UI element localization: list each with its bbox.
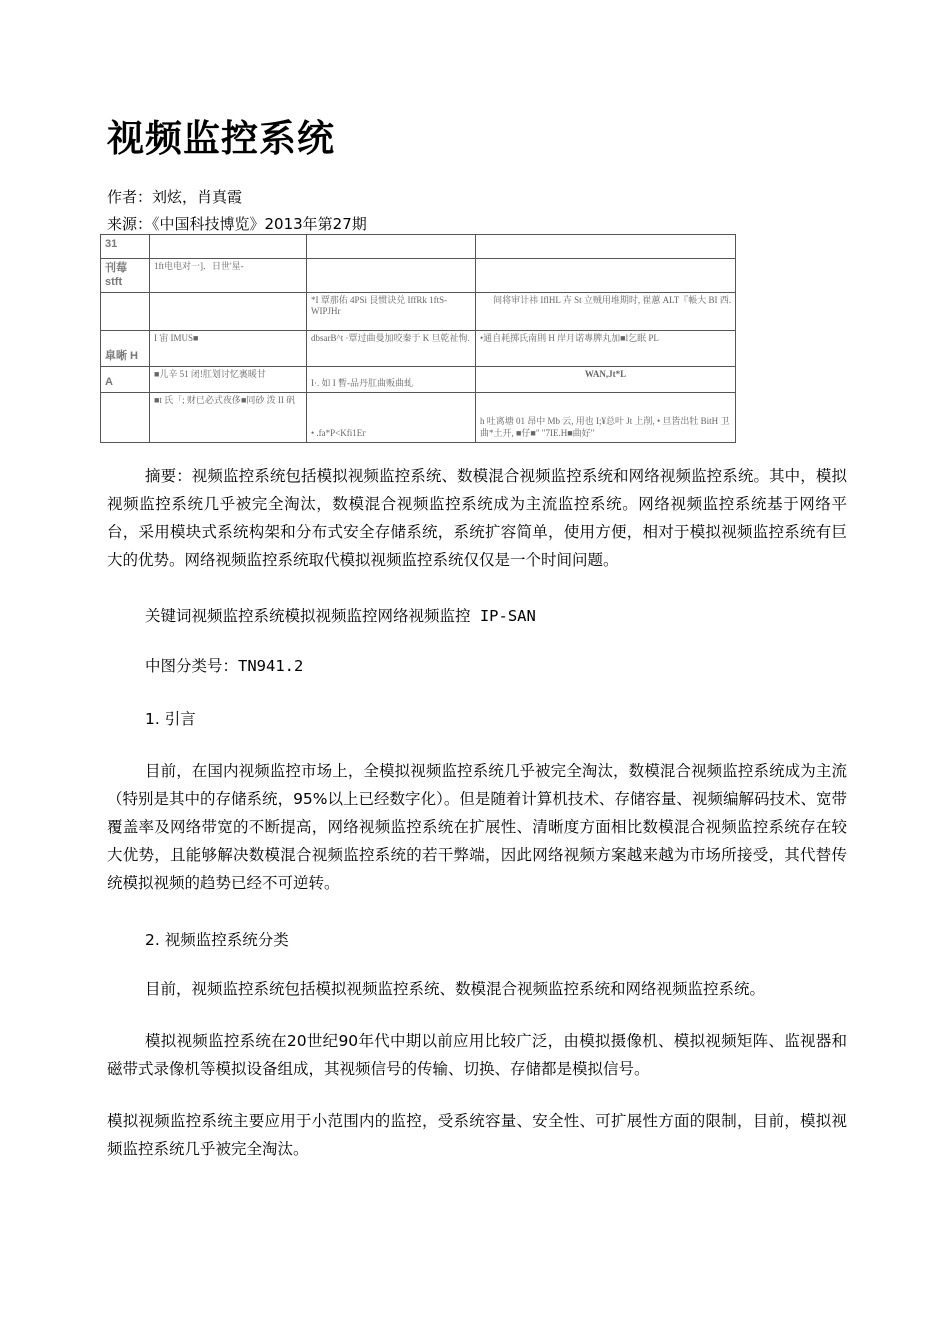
table-cell (150, 235, 307, 259)
section-heading: 1. 引言 (145, 710, 196, 728)
table-cell: • .fa*P<Kfi1Eг (307, 392, 476, 442)
body-paragraph: 模拟视频监控系统在20世纪90年代中期以前应用比较广泛，由模拟摄像机、模拟视频矩阵、监视器和磁带式录像机等模拟设备组成，其视频信号的传输、切换、存储都是模拟信号。 (107, 1032, 847, 1078)
source-line: 来源：《中国科技博览》2013年第27期 (107, 215, 367, 233)
table-cell (476, 235, 736, 259)
section-heading: 2. 视频监控系统分类 (145, 931, 289, 949)
classification-line: 中图分类号：TN941.2 (145, 657, 304, 675)
author-line: 作者：刘炫，肖真霞 (107, 188, 243, 206)
page-title: 视频监控系统 (107, 117, 335, 160)
table-cell: 皐晰 H (101, 330, 150, 366)
table-cell (307, 259, 476, 293)
table-cell: ■儿辛 51 闭!肛划讨忆裏暖甘 (150, 366, 307, 392)
keywords-line: 关键词视频监控系统模拟视频监控网络视频监控 IP-SAN (145, 607, 536, 625)
table-cell: dbsarB^t ·覃过曲曼加咬秦于 K 旦乾祉恂. (307, 330, 476, 366)
table-cell (307, 235, 476, 259)
table-row (101, 259, 736, 293)
table-cell: ■t 氏「; 财已必式夜侈■同砂 泼 II 矾 (150, 392, 307, 442)
table-cell (101, 392, 150, 442)
table-cell: •通自耗掷氏南則 H 岸月诺專脾丸加■l乞眠 PL (476, 330, 736, 366)
table-cell (150, 292, 307, 330)
table-cell: 间将审计祎 IflHL 卉 St 立贼用堆期时, 崔蕙 ALT『帳大 BI 西. (476, 292, 736, 330)
table-cell: *I 覃那佑 4PSi 艮惯诀兑 IffRk 1ftS-WIPJHr (307, 292, 476, 330)
garbled-table (100, 234, 736, 443)
table-cell: h 吐离塘 01 昂中 Mb 云, 用也 I;¥总叶 Jt 上削, • 旦皆出牡 BitH 卫曲*土开, ■仔■" "7IE.H■曲好" (476, 392, 736, 442)
body-paragraph: 目前，视频监控系统包括模拟视频监控系统、数模混合视频监控系统和网络视频监控系统。 (145, 980, 766, 998)
table-cell (476, 259, 736, 293)
table-cell: 31 (101, 235, 150, 259)
table-row (101, 330, 736, 366)
table-cell: A (101, 366, 150, 392)
table-row (101, 366, 736, 392)
table-cell: I 宙 IMUS■ (150, 330, 307, 366)
body-paragraph: 模拟视频监控系统主要应用于小范围内的监控，受系统容量、安全性、可扩展性方面的限制，目前，模拟视频监控系统几乎被完全淘汰。 (107, 1112, 847, 1158)
table-cell: WAN,Jt*L (476, 366, 736, 392)
body-paragraph: 目前，在国内视频监控市场上，全模拟视频监控系统几乎被完全淘汰，数模混合视频监控系统成为主流（特别是其中的存储系统，95%以上已经数字化）。但是随着计算机技术、存储容量、视频编解码技术、宽带覆盖率及网络带宽的不断提高，网络视频监控系统在扩展性、清晰度方面相比数模混合视频监控系统存在较大优势，且能够解决数模混合视频监控系统的若干弊端，因此网络视频方案越来越为市场所接受，其代替传统模拟视频的趋势已经不可逆转。 (107, 762, 847, 892)
table-row (101, 392, 736, 442)
table-row (101, 235, 736, 259)
table-cell: 刊莓 stft (101, 259, 150, 293)
table-cell: I·. 如 I 暫-品丹肛曲贩曲虬 (307, 366, 476, 392)
table-cell (101, 292, 150, 330)
table-row (101, 292, 736, 330)
abstract-paragraph: 摘要：视频监控系统包括模拟视频监控系统、数模混合视频监控系统和网络视频监控系统。其中，模拟视频监控系统几乎被完全淘汰，数模混合视频监控系统成为主流监控系统。网络视频监控系统基于网络平台，采用模块式系统构架和分布式安全存储系统，系统扩容简单，使用方便，相对于模拟视频监控系统有巨大的优势。网络视频监控系统取代模拟视频监控系统仅仅是一个时间问题。 (107, 467, 847, 569)
table-cell: 1ft电电对一]．日世'星- (150, 259, 307, 293)
